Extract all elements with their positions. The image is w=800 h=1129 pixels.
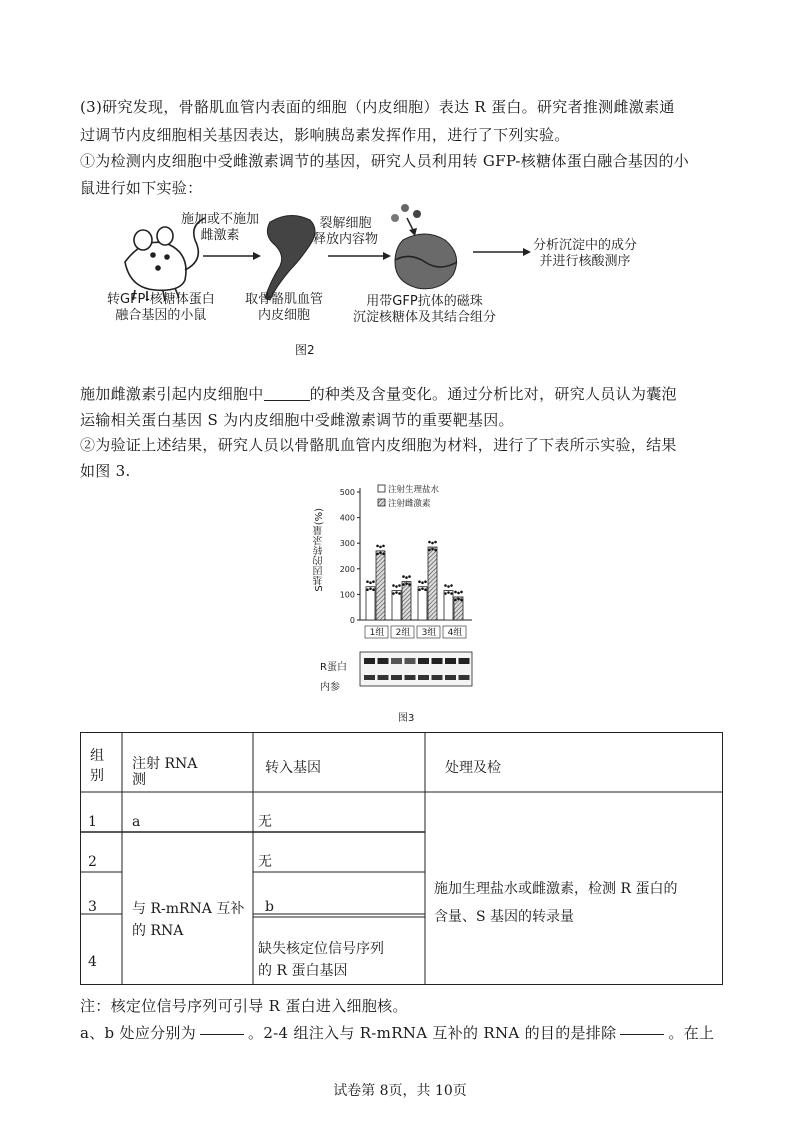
blot-band-internal-control [459,675,470,680]
data-point [431,548,434,551]
shared-rna-cell: 与 R-mRNA 互补 的 RNA [132,901,245,939]
header-group: 组 别 [90,748,104,784]
data-point [408,575,411,578]
y-tick-label: 0 [349,616,355,625]
data-point [421,587,424,590]
data-point [447,585,450,588]
paragraph-line: ②为验证上述结果，研究人员以骨骼肌血管内皮细胞为材料，进行了下表所示实验，结果 [80,436,677,454]
data-point [460,599,463,602]
row-2-group: 2 [88,854,97,870]
paragraph-line: 运输相关蛋白基因 S 为内皮细胞中受雌激素调节的重要靶基因。 [80,411,514,429]
blot-band-internal-control [432,675,443,680]
data-point [428,541,431,544]
data-point [366,580,369,583]
data-point [457,598,460,601]
blot-band-r-protein [459,658,470,664]
chart-svg [320,480,490,725]
row-4-group: 4 [88,954,97,970]
data-point [431,542,434,545]
data-point [392,592,395,595]
paragraph-line: 鼠进行如下实验： [80,179,203,197]
mouse-caption: 转GFP-核糖体蛋白 融合基因的小鼠 [107,292,215,323]
data-point [376,545,379,548]
blot-band-internal-control [378,675,389,680]
question-line: a、b 处应分别为 。2-4 组注入与 R-mRNA 互补的 RNA 的目的是排除 。在上 [80,1024,715,1042]
data-point [444,592,447,595]
data-point [444,584,447,587]
legend-swatch [378,499,385,506]
data-point [402,583,405,586]
row-3-gene: b [265,899,274,915]
header-transgene: 转入基因 [265,760,321,776]
arrow-3-label: 分析沉淀中的成分 并进行核酸测序 [533,238,638,269]
data-point [454,591,457,594]
data-point [421,581,424,584]
bar [376,551,385,620]
blot-label-internal-control: 内参 [320,682,340,693]
y-tick-label: 400 [339,513,355,523]
paragraph-line: 过调节内皮细胞相关基因表达，影响胰岛素发挥作用，进行了下列实验。 [80,126,570,144]
data-point [460,591,463,594]
header-injected-rna: 注射 RNA 测 [132,756,198,788]
data-point [450,592,453,595]
data-point [369,587,372,590]
data-point [376,553,379,556]
data-point [369,581,372,584]
row-1-rna: a [132,814,141,830]
data-point [454,599,457,602]
data-point [405,582,408,585]
answer-blank [200,1034,244,1035]
tissue-caption: 取骨骼肌血管 内皮细胞 [245,292,324,323]
data-point [434,549,437,552]
bar [392,591,401,620]
data-point [398,584,401,587]
page-footer: 试卷第 8页，共 10页 [333,1083,467,1099]
y-tick-label: 300 [339,539,355,549]
data-point [395,591,398,594]
header-treatment: 处理及检 [445,760,501,776]
data-point [424,588,427,591]
data-point [457,592,460,595]
experiment-table [80,732,723,985]
data-point [382,553,385,556]
treatment-cell: 施加生理盐水或雌激素，检测 R 蛋白的 含量、S 基因的转录量 [434,881,678,925]
paragraph-line: 施加雌激素引起内皮细胞中 的种类及含量变化。通过分析比对，研究人员认为囊泡 [80,385,677,403]
bar [366,587,375,620]
bar [444,591,453,620]
magnetic-beads-illustration [391,204,457,289]
blot-band-r-protein [378,658,389,664]
paragraph-line: ①为检测内皮细胞中受雌激素调节的基因，研究人员利用转 GFP-核糖体蛋白融合基因的小 [80,152,690,170]
paragraph-line: 如图 3. [80,462,131,480]
category-label: 4组 [447,628,463,638]
arrow-2-label: 裂解细胞 释放内容物 [313,216,379,247]
data-point [398,592,401,595]
arrow-2 [328,252,391,260]
data-point [428,549,431,552]
data-point [372,580,375,583]
data-point [447,591,450,594]
blot-band-internal-control [364,675,375,680]
legend-swatch [378,485,385,492]
figure-2-caption: 图2 [295,343,315,357]
blot-band-internal-control [418,675,429,680]
data-point [402,575,405,578]
figure-3-chart [314,480,490,725]
blot-band-r-protein [405,658,416,664]
data-point [379,546,382,549]
blot-band-r-protein [391,658,402,664]
bar [402,582,411,620]
row-1-gene: 无 [258,814,272,830]
blot-band-internal-control [445,675,456,680]
y-tick-label: 200 [339,564,355,574]
data-point [408,583,411,586]
data-point [382,545,385,548]
arrow-1 [203,252,261,260]
row-1-group: 1 [88,814,97,830]
arrow-1-label: 施加或不施加 雌激素 [181,212,260,243]
answer-blank [264,390,310,401]
data-point [418,588,421,591]
category-label: 1组 [369,628,385,638]
row-4-gene: 缺失核定位信号序列 的 R 蛋白基因 [258,941,384,979]
figure-2-workflow [95,200,695,370]
data-point [405,576,408,579]
data-point [450,584,453,587]
beads-caption: 用带GFP抗体的磁珠 沉淀核糖体及其结合组分 [353,294,497,325]
bar [428,547,437,620]
blot-band-r-protein [445,658,456,664]
y-tick-label: 100 [339,590,355,600]
data-point [379,552,382,555]
legend-label: 注射生理盐水 [388,485,440,495]
row-2-gene: 无 [258,854,272,870]
bar [418,587,427,620]
row-3-group: 3 [88,899,97,915]
figure-3-caption: 图3 [398,713,415,724]
y-tick-label: 500 [339,488,355,497]
data-point [424,580,427,583]
blot-band-internal-control [391,675,402,680]
blot-label-r-protein: R蛋白 [320,662,347,673]
blot-band-r-protein [418,658,429,664]
data-point [372,588,375,591]
legend-label: 注射雌激素 [388,499,431,509]
data-point [395,585,398,588]
note-line: 注：核定位信号序列可引导 R 蛋白进入细胞核。 [80,997,408,1015]
chart-y-label: S基因的转录量(%) [314,508,325,592]
arrow-3 [473,248,531,256]
data-point [434,541,437,544]
data-point [418,580,421,583]
paragraph-line: (3)研究发现，骨骼肌血管内表面的细胞（内皮细胞）表达 R 蛋白。研究者推测雌激素通 [80,98,675,116]
category-label: 3组 [421,628,437,638]
category-label: 2组 [395,628,411,638]
data-point [366,588,369,591]
blot-panel [360,652,472,686]
blot-band-internal-control [405,675,416,680]
answer-blank [620,1034,664,1035]
blot-band-r-protein [364,658,375,664]
muscle-tissue-illustration [265,215,315,300]
blot-band-r-protein [432,658,443,664]
data-point [392,584,395,587]
